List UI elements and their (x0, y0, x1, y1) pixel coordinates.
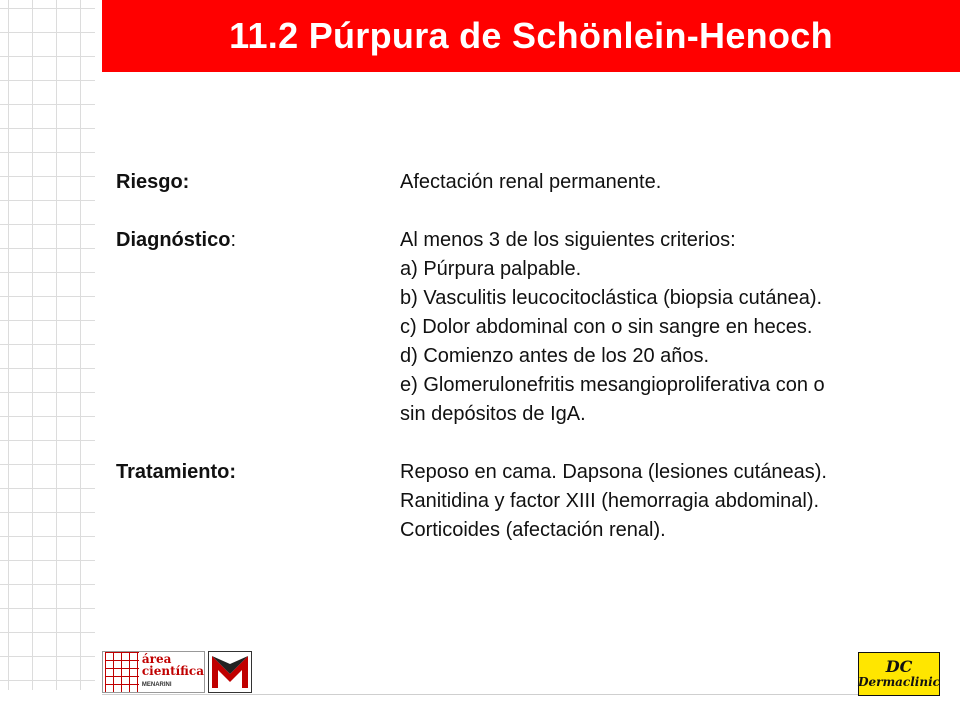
grid-logo-icon (105, 652, 139, 692)
value-line: Corticoides (afectación renal). (400, 519, 666, 541)
value-line: b) Vasculitis leucocitoclástica (biopsia cutánea). (400, 287, 823, 309)
row-label-bold: Diagnóstico (116, 229, 231, 251)
title-bar (102, 0, 960, 72)
grid-decoration (0, 0, 95, 690)
value-line: d) Comienzo antes de los 20 años. (400, 345, 710, 367)
value-line: Afectación renal permanente. (400, 171, 662, 193)
row-riesgo (116, 168, 936, 197)
row-value (400, 168, 936, 197)
area-cientifica-logo (102, 651, 205, 693)
footer-divider (102, 694, 940, 695)
row-label-bold: Tratamiento: (116, 461, 237, 483)
slide-title: 11.2 Púrpura de Schönlein-Henoch (229, 15, 833, 56)
row-diagnostico (116, 226, 936, 429)
dc-name: Dermaclinic (858, 675, 940, 689)
logo-text (142, 653, 204, 691)
logo-line2: científica (141, 664, 204, 678)
content-table (116, 168, 936, 545)
row-value (400, 458, 936, 545)
row-label-bold: Riesgo: (116, 171, 190, 193)
logo-line1: área (141, 652, 172, 666)
row-label (116, 168, 400, 197)
m-logo-icon (209, 652, 251, 692)
logo-sub: MENARINI (141, 682, 172, 688)
value-line: sin depósitos de IgA. (400, 403, 586, 425)
value-line: Reposo en cama. Dapsona (lesiones cutáneas). (400, 461, 827, 483)
dc-mark: DC (885, 657, 913, 676)
value-line: Ranitidina y factor XIII (hemorragia abdominal). (400, 490, 820, 512)
value-line: c) Dolor abdominal con o sin sangre en heces. (400, 316, 813, 338)
row-value (400, 226, 936, 429)
row-label-rest: : (230, 229, 237, 251)
value-line: e) Glomerulonefritis mesangioproliferativa con o (400, 374, 825, 396)
row-label (116, 458, 400, 545)
dermaclinic-logo (858, 652, 940, 696)
value-line: a) Púrpura palpable. (400, 258, 582, 280)
row-label (116, 226, 400, 429)
value-line: Al menos 3 de los siguientes criterios: (400, 229, 736, 251)
row-tratamiento (116, 458, 936, 545)
menarini-m-logo (208, 651, 252, 693)
